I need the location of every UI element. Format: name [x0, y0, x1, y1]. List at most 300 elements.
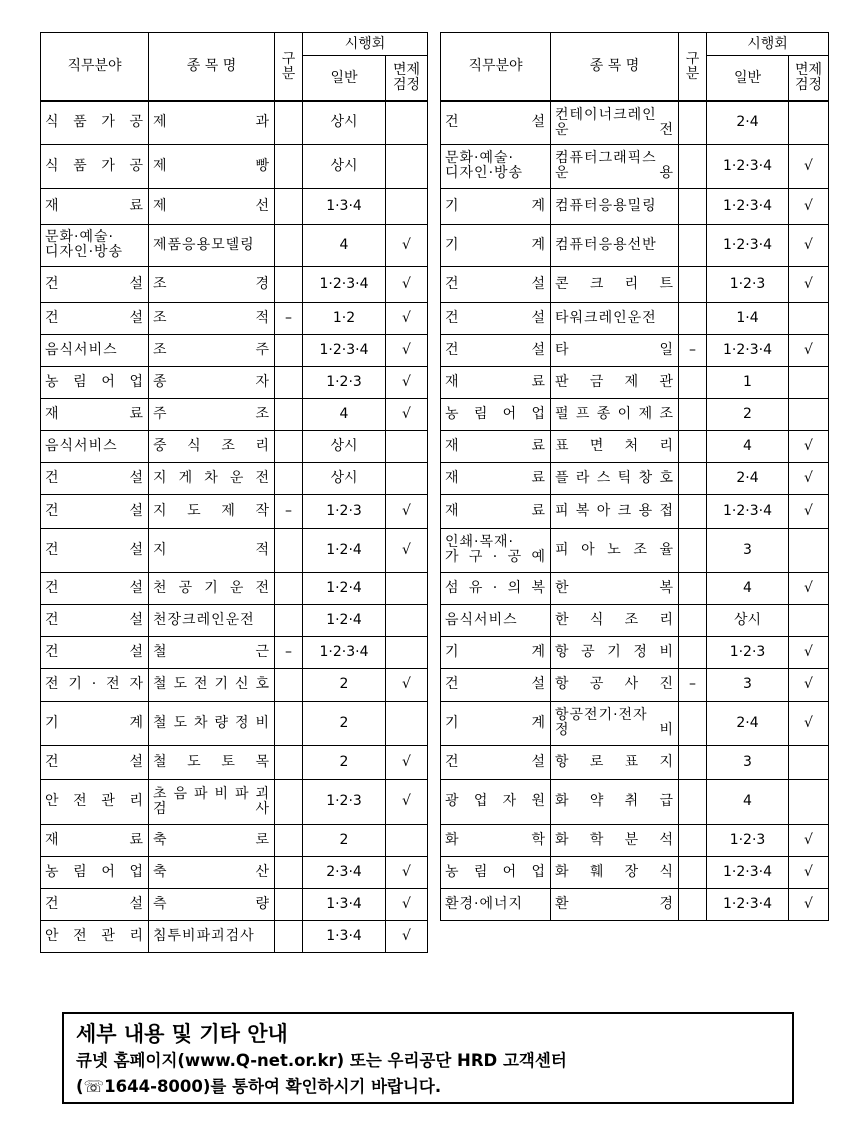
exempt-cell: √	[789, 334, 829, 366]
division-cell	[275, 572, 303, 604]
general-cell: 1·2·4	[303, 528, 386, 572]
name-cell: 항 공 기 정 비	[551, 636, 679, 668]
table-row	[41, 745, 428, 779]
header-field: 직무분야	[441, 33, 551, 102]
table-row	[41, 920, 428, 952]
exempt-cell	[386, 636, 428, 668]
field-cell: 음식서비스	[41, 334, 149, 366]
exempt-cell: √	[789, 572, 829, 604]
table-row	[41, 302, 428, 334]
division-cell	[679, 636, 707, 668]
name-cell: 항공전기·전자 정 비	[551, 701, 679, 745]
general-cell: 4	[707, 572, 789, 604]
general-cell: 1·3·4	[303, 920, 386, 952]
field-cell: 건 설	[41, 528, 149, 572]
table-row	[41, 636, 428, 668]
division-cell	[275, 188, 303, 224]
field-cell: 건 설	[41, 745, 149, 779]
general-cell: 상시	[707, 604, 789, 636]
name-cell: 철 도 차 량 정 비	[149, 701, 275, 745]
exempt-cell: √	[789, 144, 829, 188]
exempt-cell: √	[789, 430, 829, 462]
general-cell: 1·2·3·4	[707, 144, 789, 188]
general-cell: 4	[303, 398, 386, 430]
header-exam-round: 시행회	[707, 33, 829, 56]
exempt-cell: √	[789, 224, 829, 266]
exempt-cell	[789, 101, 829, 144]
table-row	[41, 144, 428, 188]
exempt-cell: √	[386, 302, 428, 334]
division-cell	[275, 779, 303, 824]
division-cell	[679, 779, 707, 824]
name-cell: 항 로 표 지	[551, 745, 679, 779]
field-cell: 문화·예술· 디자인·방송	[41, 224, 149, 266]
division-cell	[679, 462, 707, 494]
table-row	[441, 636, 829, 668]
general-cell: 4	[707, 430, 789, 462]
general-cell: 1·2·3·4	[707, 856, 789, 888]
notice-line-2: (☏1644-8000)를 통하여 확인하시기 바랍니다.	[76, 1077, 442, 1096]
division-cell	[679, 430, 707, 462]
table-row	[41, 494, 428, 528]
exempt-cell: √	[386, 366, 428, 398]
field-cell: 건 설	[41, 266, 149, 302]
header-field: 직무분야	[41, 33, 149, 102]
field-cell: 재 료	[41, 824, 149, 856]
general-cell: 2	[303, 701, 386, 745]
header-general: 일반	[707, 56, 789, 102]
division-cell	[275, 701, 303, 745]
general-cell: 1·2·4	[303, 604, 386, 636]
division-cell	[679, 701, 707, 745]
exempt-cell	[386, 144, 428, 188]
general-cell: 2	[303, 668, 386, 701]
exempt-cell: √	[789, 494, 829, 528]
notice-body	[76, 1048, 780, 1100]
name-cell: 측 량	[149, 888, 275, 920]
name-cell: 항 공 사 진	[551, 668, 679, 701]
header-exempt: 면제 검정	[789, 56, 829, 102]
exempt-cell	[789, 745, 829, 779]
exempt-cell: √	[386, 528, 428, 572]
name-cell: 컴퓨터응용밀링	[551, 188, 679, 224]
division-cell	[275, 856, 303, 888]
field-cell: 재 료	[441, 462, 551, 494]
general-cell: 1·2·3·4	[303, 636, 386, 668]
exempt-cell	[789, 302, 829, 334]
exempt-cell	[386, 462, 428, 494]
field-cell: 재 료	[41, 188, 149, 224]
general-cell: 2·3·4	[303, 856, 386, 888]
field-cell: 기 계	[41, 701, 149, 745]
division-cell	[679, 856, 707, 888]
exempt-cell: √	[789, 266, 829, 302]
exempt-cell: √	[789, 701, 829, 745]
general-cell: 4	[303, 224, 386, 266]
general-cell: 2·4	[707, 462, 789, 494]
field-cell: 건 설	[41, 302, 149, 334]
field-cell: 전 기 · 전 자	[41, 668, 149, 701]
table-row	[441, 224, 829, 266]
field-cell: 건 설	[441, 266, 551, 302]
name-cell: 펄 프 종 이 제 조	[551, 398, 679, 430]
general-cell: 1·2·3·4	[707, 494, 789, 528]
table-row	[41, 604, 428, 636]
division-cell	[679, 745, 707, 779]
table-row	[441, 528, 829, 572]
notice-box	[62, 1012, 794, 1104]
general-cell: 1·2·3	[303, 494, 386, 528]
name-cell: 한 복	[551, 572, 679, 604]
division-cell: –	[275, 302, 303, 334]
field-cell: 건 설	[41, 462, 149, 494]
field-cell: 건 설	[41, 888, 149, 920]
field-cell: 건 설	[41, 604, 149, 636]
general-cell: 2	[303, 745, 386, 779]
division-cell	[275, 528, 303, 572]
table-row	[441, 101, 829, 144]
table-row	[441, 430, 829, 462]
header-exam-round: 시행회	[303, 33, 428, 56]
division-cell: –	[679, 334, 707, 366]
field-cell: 식 품 가 공	[41, 101, 149, 144]
general-cell: 1·2	[303, 302, 386, 334]
table-row	[441, 188, 829, 224]
division-cell	[679, 266, 707, 302]
division-cell	[679, 302, 707, 334]
table-row	[41, 101, 428, 144]
name-cell: 천 공 기 운 전	[149, 572, 275, 604]
division-cell	[275, 101, 303, 144]
table-row	[41, 224, 428, 266]
field-cell: 기 계	[441, 224, 551, 266]
name-cell: 철 도 전 기 신 호	[149, 668, 275, 701]
exempt-cell: √	[386, 398, 428, 430]
table-row	[41, 856, 428, 888]
division-cell	[275, 462, 303, 494]
general-cell: 상시	[303, 101, 386, 144]
name-cell: 컴퓨터그래픽스 운 용	[551, 144, 679, 188]
exempt-cell: √	[386, 224, 428, 266]
table-row	[441, 334, 829, 366]
division-cell	[679, 101, 707, 144]
exempt-cell	[386, 101, 428, 144]
table-row	[441, 824, 829, 856]
division-cell	[679, 398, 707, 430]
field-cell: 안 전 관 리	[41, 920, 149, 952]
table-row	[441, 701, 829, 745]
division-cell: –	[275, 636, 303, 668]
general-cell: 상시	[303, 144, 386, 188]
field-cell: 화 학	[441, 824, 551, 856]
name-cell: 화 훼 장 식	[551, 856, 679, 888]
field-cell: 문화·예술· 디자인·방송	[441, 144, 551, 188]
division-cell	[275, 266, 303, 302]
table-row	[41, 462, 428, 494]
table-row	[41, 668, 428, 701]
name-cell: 지 게 차 운 전	[149, 462, 275, 494]
name-cell: 타워크레인운전	[551, 302, 679, 334]
table-row	[441, 266, 829, 302]
general-cell: 1·2·4	[303, 572, 386, 604]
exempt-cell: √	[386, 856, 428, 888]
exempt-cell: √	[789, 856, 829, 888]
exempt-cell: √	[386, 334, 428, 366]
division-cell	[275, 668, 303, 701]
name-cell: 지 도 제 작	[149, 494, 275, 528]
table-row	[441, 366, 829, 398]
table-row	[441, 856, 829, 888]
division-cell	[679, 144, 707, 188]
general-cell: 2	[707, 398, 789, 430]
division-cell	[275, 334, 303, 366]
name-cell: 한 식 조 리	[551, 604, 679, 636]
name-cell: 화 약 취 급	[551, 779, 679, 824]
general-cell: 3	[707, 668, 789, 701]
exempt-cell: √	[386, 494, 428, 528]
name-cell: 주 조	[149, 398, 275, 430]
division-cell	[275, 888, 303, 920]
exempt-cell	[386, 824, 428, 856]
table-row	[41, 398, 428, 430]
notice-title: 세부 내용 및 기타 안내	[76, 1022, 288, 1046]
exempt-cell	[386, 188, 428, 224]
general-cell: 1·2·3·4	[707, 188, 789, 224]
general-cell: 1·2·3·4	[707, 224, 789, 266]
exempt-cell: √	[386, 668, 428, 701]
name-cell: 플 라 스 틱 창 호	[551, 462, 679, 494]
division-cell	[679, 528, 707, 572]
table-row	[41, 430, 428, 462]
exempt-cell	[386, 604, 428, 636]
division-cell	[679, 824, 707, 856]
exempt-cell: √	[789, 636, 829, 668]
field-cell: 기 계	[441, 188, 551, 224]
division-cell	[275, 144, 303, 188]
name-cell: 제품응용모델링	[149, 224, 275, 266]
general-cell: 3	[707, 528, 789, 572]
general-cell: 1·3·4	[303, 888, 386, 920]
general-cell: 2·4	[707, 701, 789, 745]
division-cell	[275, 224, 303, 266]
table-row	[441, 604, 829, 636]
general-cell: 상시	[303, 462, 386, 494]
table-body-left	[41, 101, 428, 952]
general-cell: 1·2·3	[303, 366, 386, 398]
field-cell: 섬 유 · 의 복	[441, 572, 551, 604]
name-cell: 천장크레인운전	[149, 604, 275, 636]
general-cell: 1·2·3·4	[303, 334, 386, 366]
general-cell: 1	[707, 366, 789, 398]
division-cell	[275, 745, 303, 779]
table-row	[41, 824, 428, 856]
field-cell: 건 설	[41, 494, 149, 528]
table-row	[41, 888, 428, 920]
header-division: 구 분	[679, 33, 707, 102]
table-row	[41, 779, 428, 824]
header-general: 일반	[303, 56, 386, 102]
table-row	[441, 462, 829, 494]
general-cell: 2	[303, 824, 386, 856]
exempt-cell	[789, 779, 829, 824]
field-cell: 재 료	[441, 430, 551, 462]
general-cell: 1·2·3·4	[303, 266, 386, 302]
name-cell: 초 음 파 비 파 괴 검 사	[149, 779, 275, 824]
name-cell: 피 아 노 조 율	[551, 528, 679, 572]
name-cell: 축 산	[149, 856, 275, 888]
table-row	[41, 572, 428, 604]
name-cell: 환 경	[551, 888, 679, 920]
name-cell: 컨테이너크레인 운 전	[551, 101, 679, 144]
general-cell: 1·2·3·4	[707, 334, 789, 366]
name-cell: 피 복 아 크 용 접	[551, 494, 679, 528]
name-cell: 지 적	[149, 528, 275, 572]
field-cell: 건 설	[441, 101, 551, 144]
name-cell: 콘 크 리 트	[551, 266, 679, 302]
division-cell	[275, 430, 303, 462]
field-cell: 식 품 가 공	[41, 144, 149, 188]
table-row	[441, 779, 829, 824]
division-cell	[679, 366, 707, 398]
name-cell: 철 근	[149, 636, 275, 668]
table-row	[41, 366, 428, 398]
table-row	[41, 334, 428, 366]
table-row	[41, 188, 428, 224]
name-cell: 침투비파괴검사	[149, 920, 275, 952]
general-cell: 1·2·3	[707, 636, 789, 668]
table-row	[41, 266, 428, 302]
field-cell: 농 림 어 업	[441, 398, 551, 430]
division-cell	[679, 188, 707, 224]
header-division: 구 분	[275, 33, 303, 102]
name-cell: 타 일	[551, 334, 679, 366]
table-row	[441, 888, 829, 920]
table-row	[41, 701, 428, 745]
name-cell: 중 식 조 리	[149, 430, 275, 462]
exempt-cell: √	[386, 920, 428, 952]
exempt-cell: √	[386, 266, 428, 302]
header-name: 종 목 명	[149, 33, 275, 102]
division-cell	[679, 572, 707, 604]
division-cell	[679, 224, 707, 266]
header-name: 종 목 명	[551, 33, 679, 102]
division-cell	[275, 824, 303, 856]
exempt-cell	[386, 572, 428, 604]
header-exempt: 면제 검정	[386, 56, 428, 102]
table-body-right	[441, 101, 829, 920]
name-cell: 조 적	[149, 302, 275, 334]
exempt-cell	[789, 528, 829, 572]
general-cell: 3	[707, 745, 789, 779]
field-cell: 음식서비스	[441, 604, 551, 636]
exempt-cell	[386, 430, 428, 462]
name-cell: 종 자	[149, 366, 275, 398]
division-cell	[275, 920, 303, 952]
exempt-cell: √	[789, 188, 829, 224]
general-cell: 1·2·3	[707, 266, 789, 302]
exempt-cell: √	[789, 888, 829, 920]
division-cell	[275, 366, 303, 398]
name-cell: 축 로	[149, 824, 275, 856]
exam-table-left	[40, 32, 428, 953]
exempt-cell	[789, 604, 829, 636]
exempt-cell	[789, 366, 829, 398]
field-cell: 재 료	[441, 366, 551, 398]
general-cell: 1·3·4	[303, 188, 386, 224]
division-cell: –	[275, 494, 303, 528]
name-cell: 조 경	[149, 266, 275, 302]
table-row	[441, 745, 829, 779]
division-cell	[679, 494, 707, 528]
exempt-cell: √	[386, 888, 428, 920]
field-cell: 건 설	[41, 572, 149, 604]
general-cell: 4	[707, 779, 789, 824]
field-cell: 농 림 어 업	[41, 366, 149, 398]
field-cell: 농 림 어 업	[441, 856, 551, 888]
table-row	[41, 528, 428, 572]
field-cell: 재 료	[441, 494, 551, 528]
field-cell: 재 료	[41, 398, 149, 430]
general-cell: 1·2·3	[303, 779, 386, 824]
name-cell: 조 주	[149, 334, 275, 366]
name-cell: 제 빵	[149, 144, 275, 188]
exempt-cell: √	[386, 779, 428, 824]
field-cell: 건 설	[441, 745, 551, 779]
name-cell: 컴퓨터응용선반	[551, 224, 679, 266]
field-cell: 광 업 자 원	[441, 779, 551, 824]
notice-line-1: 큐넷 홈페이지(www.Q-net.or.kr) 또는 우리공단 HRD 고객센터	[76, 1051, 567, 1070]
field-cell: 기 계	[441, 636, 551, 668]
name-cell: 표 면 처 리	[551, 430, 679, 462]
exempt-cell: √	[789, 668, 829, 701]
field-cell: 건 설	[441, 302, 551, 334]
table-row	[441, 572, 829, 604]
field-cell: 기 계	[441, 701, 551, 745]
field-cell: 환경·에너지	[441, 888, 551, 920]
division-cell	[679, 604, 707, 636]
field-cell: 인쇄·목재· 가 구 · 공 예	[441, 528, 551, 572]
name-cell: 제 선	[149, 188, 275, 224]
exempt-cell	[789, 398, 829, 430]
general-cell: 1·2·3	[707, 824, 789, 856]
field-cell: 안 전 관 리	[41, 779, 149, 824]
table-row	[441, 302, 829, 334]
name-cell: 판 금 제 관	[551, 366, 679, 398]
general-cell: 상시	[303, 430, 386, 462]
name-cell: 제 과	[149, 101, 275, 144]
table-row	[441, 144, 829, 188]
division-cell	[679, 888, 707, 920]
division-cell: –	[679, 668, 707, 701]
field-cell: 건 설	[441, 668, 551, 701]
division-cell	[275, 604, 303, 636]
exempt-cell: √	[789, 824, 829, 856]
general-cell: 1·4	[707, 302, 789, 334]
exempt-cell	[386, 701, 428, 745]
field-cell: 농 림 어 업	[41, 856, 149, 888]
exempt-cell: √	[789, 462, 829, 494]
name-cell: 철 도 토 목	[149, 745, 275, 779]
general-cell: 2·4	[707, 101, 789, 144]
division-cell	[275, 398, 303, 430]
field-cell: 건 설	[441, 334, 551, 366]
field-cell: 건 설	[41, 636, 149, 668]
name-cell: 화 학 분 석	[551, 824, 679, 856]
exempt-cell: √	[386, 745, 428, 779]
table-row	[441, 398, 829, 430]
field-cell: 음식서비스	[41, 430, 149, 462]
table-row	[441, 494, 829, 528]
